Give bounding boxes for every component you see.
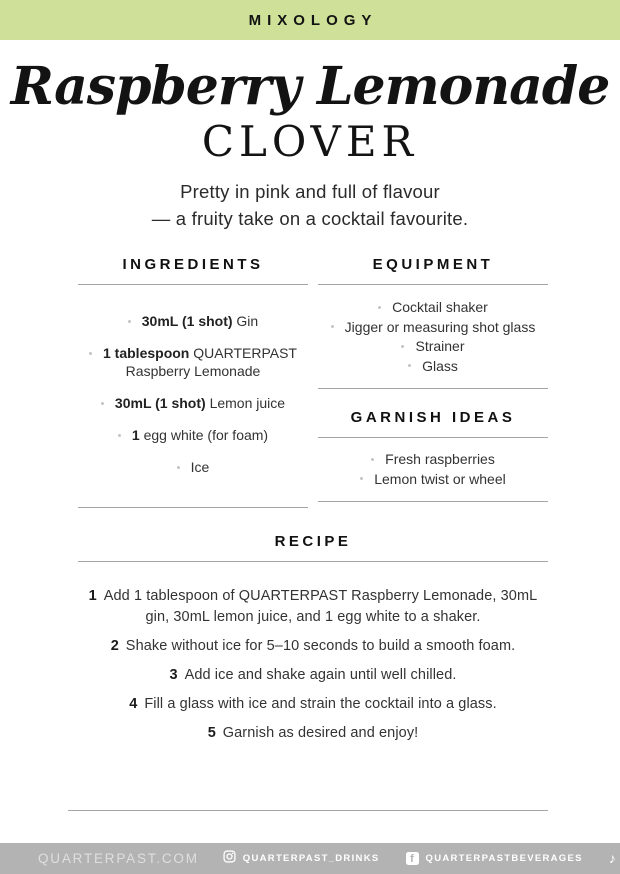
title-script: Raspberry Lemonade	[10, 56, 610, 117]
right-column	[318, 256, 548, 508]
category-label: MIXOLOGY	[248, 11, 378, 29]
recipe-section	[78, 533, 548, 744]
top-accent-bar	[0, 0, 620, 40]
step-number: 2	[110, 638, 119, 654]
recipe-steps	[78, 586, 548, 744]
divider	[318, 501, 548, 502]
bullet-icon	[371, 458, 374, 461]
tiktok-group	[609, 852, 620, 865]
facebook-group	[406, 852, 583, 865]
ingredients-list	[78, 312, 308, 490]
recipe-step: 5 Garnish as desired and enjoy!	[207, 725, 419, 741]
list-item: 30mL (1 shot) Gin	[78, 312, 308, 330]
list-item: Ice	[78, 458, 308, 476]
list-item: Glass	[318, 357, 548, 377]
bullet-icon	[101, 402, 104, 405]
divider	[78, 284, 308, 285]
list-item: Jigger or measuring shot glass	[318, 318, 548, 338]
divider	[318, 284, 548, 285]
divider	[318, 437, 548, 438]
recipe-step: 2 Shake without ice for 5–10 seconds to build a smooth foam.	[110, 638, 516, 654]
bullet-icon	[360, 477, 363, 480]
facebook-handle: QUARTERPASTBEVERAGES	[425, 853, 583, 864]
list-item: Lemon twist or wheel	[318, 470, 548, 490]
step-number: 4	[129, 696, 138, 712]
footer-bar	[0, 843, 620, 874]
instagram-group	[223, 850, 380, 868]
title-block	[0, 54, 620, 166]
equipment-list	[318, 298, 548, 376]
list-item: Fresh raspberries	[318, 450, 548, 470]
subtitle-line-2: — a fruity take on a cocktail favourite.	[151, 208, 469, 229]
bullet-icon	[378, 306, 381, 309]
bullet-icon	[128, 320, 131, 323]
tiktok-icon: ♪	[608, 850, 616, 866]
instagram-handle: QUARTERPAST_DRINKS	[242, 853, 380, 864]
instagram-icon	[223, 850, 236, 868]
divider	[318, 388, 548, 389]
bullet-icon	[331, 325, 334, 328]
bullet-icon	[118, 434, 121, 437]
recipe-heading: RECIPE	[274, 533, 352, 550]
step-number: 1	[88, 588, 97, 604]
brand-website: QUARTERPAST.COM	[38, 851, 199, 866]
garnish-heading: GARNISH IDEAS	[350, 409, 516, 426]
bullet-icon	[401, 345, 404, 348]
list-item: 30mL (1 shot) Lemon juice	[78, 394, 308, 412]
subtitle	[0, 178, 620, 232]
ingredients-section	[78, 256, 308, 508]
divider	[78, 507, 308, 508]
step-number: 5	[207, 725, 216, 741]
garnish-list	[318, 450, 548, 489]
divider	[78, 561, 548, 562]
subtitle-line-1: Pretty in pink and full of flavour	[180, 181, 440, 202]
recipe-step: 3 Add ice and shake again until well chilled.	[169, 667, 457, 683]
recipe-step: 4 Fill a glass with ice and strain the cocktail into a glass.	[129, 696, 497, 712]
bullet-icon	[177, 466, 180, 469]
ingredients-heading: INGREDIENTS	[122, 256, 264, 273]
list-item: Cocktail shaker	[318, 298, 548, 318]
bullet-icon	[408, 364, 411, 367]
columns	[78, 256, 548, 508]
list-item: Strainer	[318, 337, 548, 357]
step-number: 3	[169, 667, 178, 683]
title-main: CLOVER	[201, 117, 419, 166]
recipe-step: 1 Add 1 tablespoon of QUARTERPAST Raspberry Lemonade, 30mL gin, 30mL lemon juice, and 1 egg white to a shaker.	[88, 588, 538, 625]
facebook-icon: f	[406, 852, 419, 865]
equipment-heading: EQUIPMENT	[372, 256, 494, 273]
bullet-icon	[89, 352, 92, 355]
list-item: 1 egg white (for foam)	[78, 426, 308, 444]
list-item: 1 tablespoon QUARTERPAST Raspberry Lemonade	[78, 344, 308, 380]
divider	[68, 810, 548, 811]
